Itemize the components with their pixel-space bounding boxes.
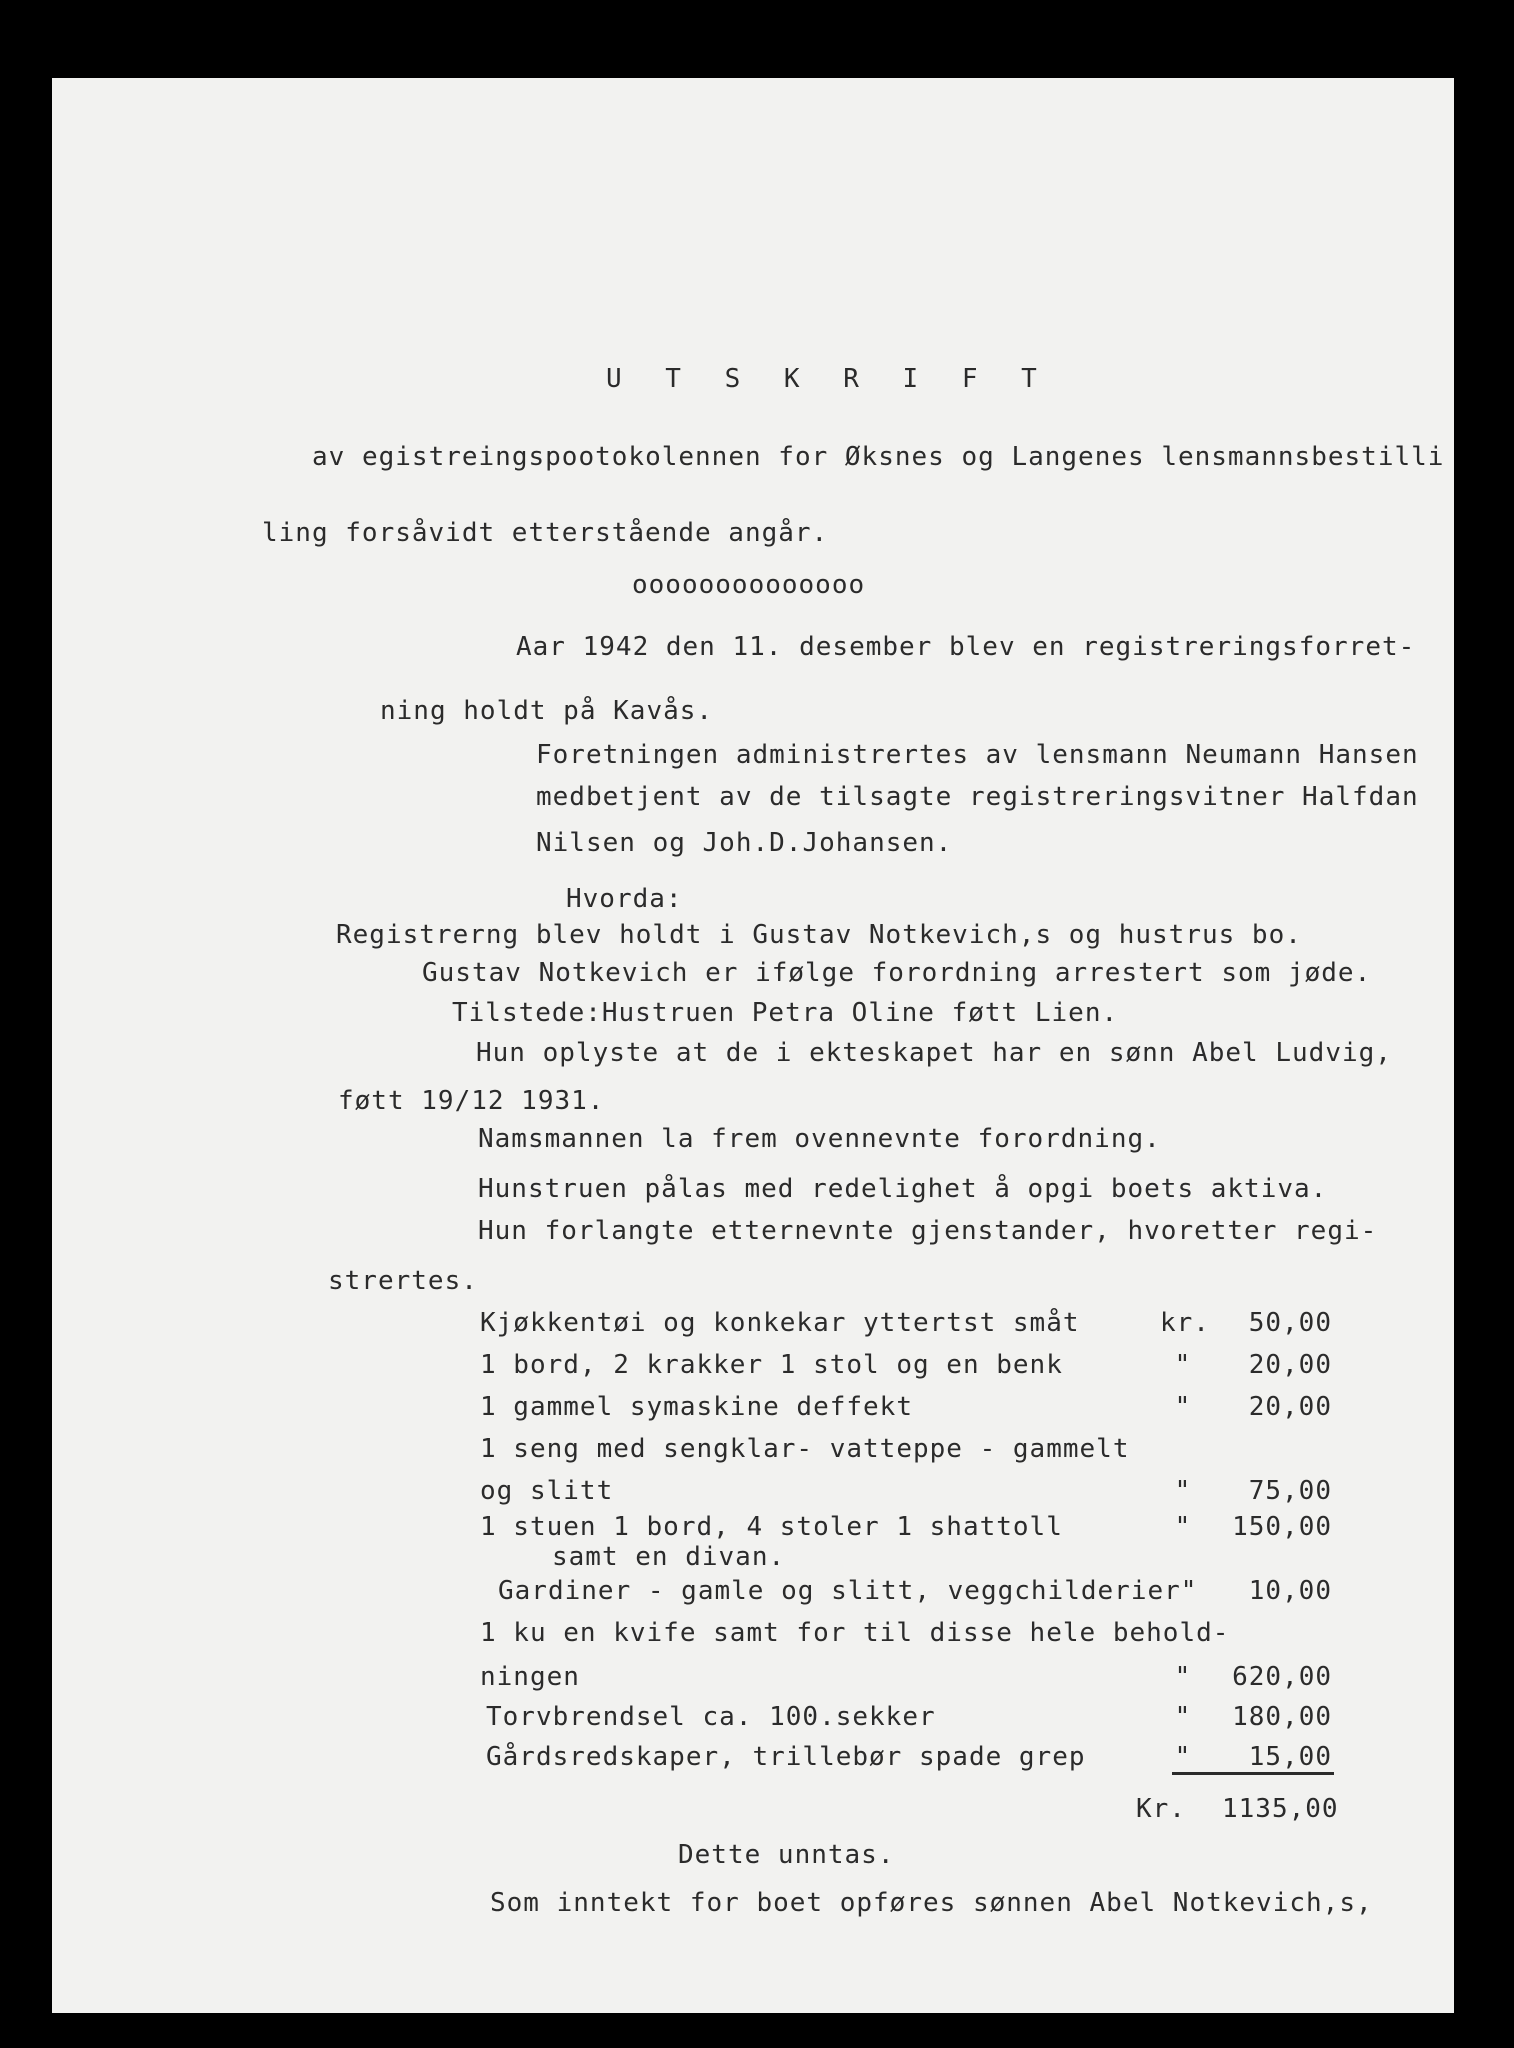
item-description: ningen [480,1662,580,1692]
body-line-8: Gustav Notkevich er ifølge forordning arrestert som jøde. [422,958,1372,988]
total-row [52,1796,1454,1826]
body-line-4: medbetjent av de tilsagte registreringsvitner Halfdan [536,782,1419,812]
item-amount: 15,00 [1248,1742,1332,1772]
inventory-row [52,1436,1454,1466]
sum-underline [1172,1772,1334,1775]
item-amount: 620,00 [1232,1662,1332,1692]
intro-line-2: ling forsåvidt etterstående angår. [262,518,829,548]
item-description: 1 ku en kvife samt for til disse hele behold- [480,1618,1230,1648]
inventory-row [52,1310,1454,1340]
body-line-12: Namsmannen la frem ovennevnte forordning. [478,1124,1161,1154]
item-description: 1 seng med sengklar- vatteppe - gammelt [480,1434,1130,1464]
item-amount: 75,00 [1248,1476,1332,1506]
item-amount: 50,00 [1248,1308,1332,1338]
item-amount: 180,00 [1232,1702,1332,1732]
closing-line-2: Som inntekt for boet opføres sønnen Abel Notkevich,s, [490,1888,1373,1918]
item-description: samt en divan. [552,1542,786,1572]
item-description: Gardiner - gamle og slitt, veggchilderier" [498,1576,1198,1606]
body-line-6: Hvorda: [566,884,683,914]
document-page [52,78,1454,2013]
inventory-row [52,1578,1454,1608]
item-currency: " [1174,1662,1192,1692]
body-line-3: Foretningen administrertes av lensmann Neumann Hansen [536,740,1419,770]
separator-line: oooooooooooooo [632,570,866,600]
item-currency: " [1174,1476,1192,1506]
item-description: Torvbrendsel ca. 100.sekker [486,1702,936,1732]
body-line-10: Hun oplyste at de i ekteskapet har en sønn Abel Ludvig, [476,1038,1392,1068]
inventory-row [52,1620,1454,1650]
inventory-row [52,1744,1454,1774]
inventory-row [52,1514,1454,1544]
body-line-15: strertes. [328,1266,478,1296]
item-amount: 10,00 [1248,1576,1332,1606]
item-description: 1 bord, 2 krakker 1 stol og en benk [480,1350,1063,1380]
item-description: og slitt [480,1476,614,1506]
item-currency: " [1174,1742,1192,1772]
body-line-2: ning holdt på Kavås. [380,696,714,726]
body-line-9: Tilstede:Hustruen Petra Oline føtt Lien. [452,998,1119,1028]
item-description: Kjøkkentøi og konkekar yttertst småt [480,1308,1080,1338]
item-amount: 150,00 [1232,1512,1332,1542]
item-description: 1 stuen 1 bord, 4 stoler 1 shattoll [480,1512,1063,1542]
inventory-row [52,1544,1454,1574]
item-currency: " [1174,1512,1192,1542]
closing-line-1: Dette unntas. [678,1840,895,1870]
item-currency: " [1174,1702,1192,1732]
inventory-row [52,1352,1454,1382]
inventory-row [52,1394,1454,1424]
inventory-row [52,1664,1454,1694]
item-currency: " [1174,1350,1192,1380]
total-amount: 1135,00 [1222,1794,1339,1824]
body-line-14: Hun forlangte etternevnte gjenstander, hvoretter regi- [478,1216,1378,1246]
body-line-5: Nilsen og Joh.D.Johansen. [536,828,953,858]
item-amount: 20,00 [1248,1350,1332,1380]
document-text-layer [52,78,1454,2013]
document-title: U T S K R I F T [606,364,1051,394]
body-line-7: Registrerng blev holdt i Gustav Notkevich,s og hustrus bo. [336,920,1302,950]
body-line-13: Hunstruen pålas med redelighet å opgi boets aktiva. [478,1174,1328,1204]
body-line-1: Aar 1942 den 11. desember blev en registreringsforret- [516,632,1416,662]
item-amount: 20,00 [1248,1392,1332,1422]
item-description: 1 gammel symaskine deffekt [480,1392,913,1422]
item-currency: " [1174,1392,1192,1422]
body-line-11: føtt 19/12 1931. [338,1086,605,1116]
total-currency: Kr. [1136,1794,1186,1824]
item-currency: kr. [1160,1308,1210,1338]
inventory-row [52,1704,1454,1734]
item-description: Gårdsredskaper, trillebør spade grep [486,1742,1086,1772]
intro-line-1: av egistreingspootokolennen for Øksnes og Langenes lensmannsbestilli [312,442,1445,472]
inventory-row [52,1478,1454,1508]
